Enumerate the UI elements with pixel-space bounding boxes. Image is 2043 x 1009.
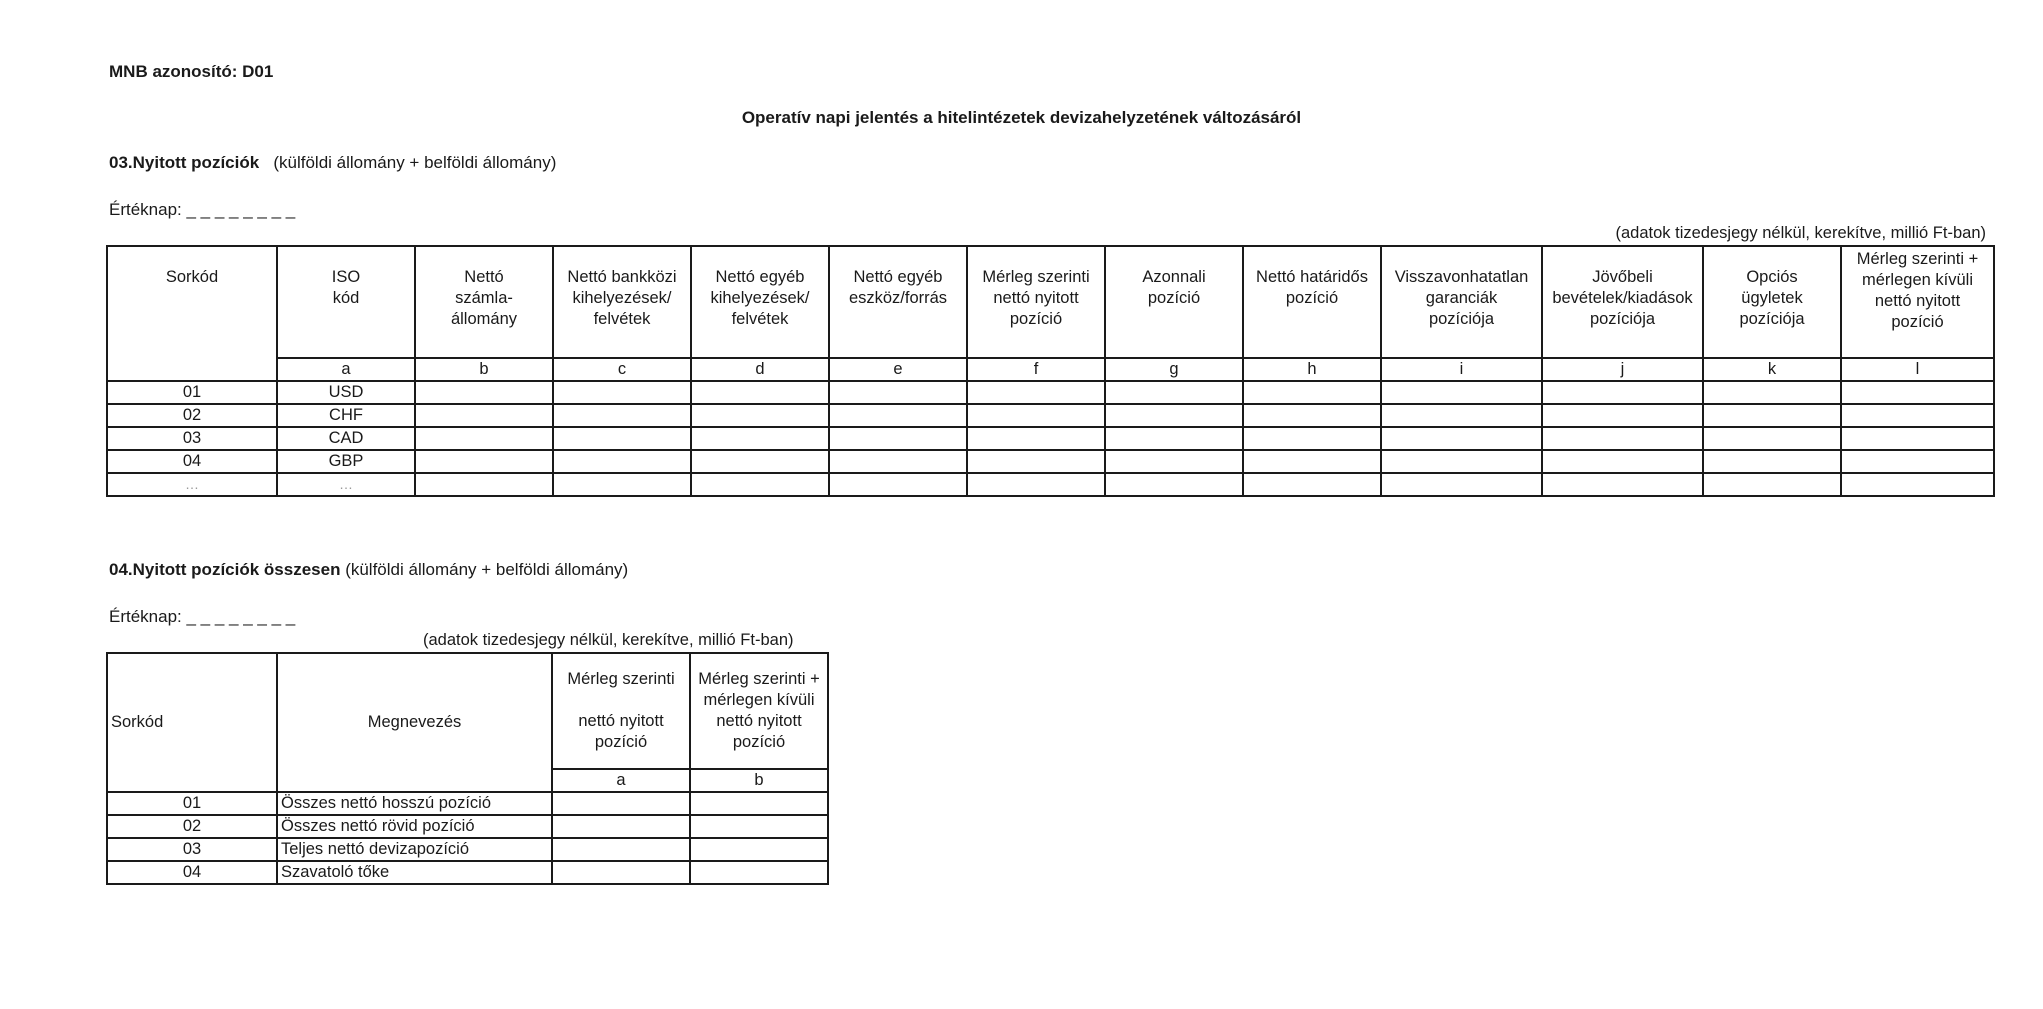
table-row xyxy=(107,450,1994,473)
col-header-line xyxy=(553,690,689,711)
cell-k[interactable] xyxy=(1703,473,1841,496)
cell-a[interactable] xyxy=(552,792,690,815)
cell-k[interactable] xyxy=(1703,381,1841,404)
open-positions-table xyxy=(106,245,1995,497)
table2-header-row xyxy=(107,653,828,769)
row-name: Összes nettó hosszú pozíció xyxy=(277,792,552,815)
table1-letter-row xyxy=(107,358,1994,381)
col-header-line: kód xyxy=(332,289,360,307)
section2-value-date-label: Értéknap: xyxy=(109,607,182,626)
cell-f[interactable] xyxy=(967,450,1105,473)
col-header-line: pozíció xyxy=(1009,310,1063,328)
col-header-line: mérlegen kívüli xyxy=(1862,271,1973,289)
col-header-d xyxy=(691,246,829,358)
row-name: Szavatoló tőke xyxy=(277,861,552,884)
cell-g[interactable] xyxy=(1105,427,1243,450)
col-header-h xyxy=(1243,246,1381,358)
col-header-line: nettó nyitott xyxy=(1874,292,1961,310)
cell-k[interactable] xyxy=(1703,427,1841,450)
cell-h[interactable] xyxy=(1243,427,1381,450)
col-letter: c xyxy=(553,358,691,381)
row-code: 02 xyxy=(107,815,277,838)
cell-d[interactable] xyxy=(691,381,829,404)
row-iso: CHF xyxy=(277,404,415,427)
row-iso: CAD xyxy=(277,427,415,450)
col-letter: f xyxy=(967,358,1105,381)
section1-title-bold: 03.Nyitott pozíciók xyxy=(109,153,260,172)
cell-l[interactable] xyxy=(1841,427,1994,450)
row-code: 03 xyxy=(107,838,277,861)
col-header-line: pozíciója xyxy=(1428,310,1495,328)
cell-g[interactable] xyxy=(1105,404,1243,427)
row-iso: GBP xyxy=(277,450,415,473)
table-row xyxy=(107,815,828,838)
cell-b[interactable] xyxy=(415,427,553,450)
cell-f[interactable] xyxy=(967,427,1105,450)
cell-d[interactable] xyxy=(691,427,829,450)
cell-i[interactable] xyxy=(1381,450,1542,473)
open-positions-total-table xyxy=(106,652,829,885)
cell-l[interactable] xyxy=(1841,450,1994,473)
cell-g[interactable] xyxy=(1105,450,1243,473)
row-iso: … xyxy=(277,473,415,496)
col-header-a xyxy=(552,653,690,769)
col-header-e xyxy=(829,246,967,358)
col-header-line: Mérleg szerinti xyxy=(567,670,675,688)
col-header-iso xyxy=(277,246,415,358)
cell-a[interactable] xyxy=(552,861,690,884)
section1-value-date-blank: _ _ _ _ _ _ _ _ xyxy=(186,200,296,219)
cell-d[interactable] xyxy=(691,404,829,427)
col-header-line: állomány xyxy=(450,310,518,328)
cell-c[interactable] xyxy=(553,404,691,427)
cell-j[interactable] xyxy=(1542,450,1703,473)
cell-i[interactable] xyxy=(1381,427,1542,450)
col-letter: b xyxy=(415,358,553,381)
cell-c[interactable] xyxy=(553,427,691,450)
col-header-line: kihelyezések/ xyxy=(710,289,810,307)
col-header-line: számla- xyxy=(455,289,513,307)
cell-e[interactable] xyxy=(829,473,967,496)
section1-value-date-label: Értéknap: xyxy=(109,200,182,219)
table-row xyxy=(107,861,828,884)
col-header-line: ügyletek xyxy=(1741,289,1803,307)
col-header-c xyxy=(553,246,691,358)
row-code: 01 xyxy=(107,381,277,404)
col-header-k xyxy=(1703,246,1841,358)
cell-i[interactable] xyxy=(1381,473,1542,496)
cell-j[interactable] xyxy=(1542,404,1703,427)
section2-unit-note: (adatok tizedesjegy nélkül, kerekítve, millió Ft-ban) xyxy=(423,631,794,649)
cell-g[interactable] xyxy=(1105,473,1243,496)
col-header-line: Mérleg szerinti + xyxy=(698,670,820,688)
cell-f[interactable] xyxy=(967,473,1105,496)
col-header-line: Mérleg szerinti xyxy=(982,268,1090,286)
cell-c[interactable] xyxy=(553,450,691,473)
row-name: Összes nettó rövid pozíció xyxy=(277,815,552,838)
row-code: … xyxy=(107,473,277,496)
col-letter: a xyxy=(277,358,415,381)
col-header-line: Jövőbeli xyxy=(1592,268,1653,286)
cell-k[interactable] xyxy=(1703,450,1841,473)
cell-g[interactable] xyxy=(1105,381,1243,404)
cell-a[interactable] xyxy=(552,838,690,861)
cell-h[interactable] xyxy=(1243,381,1381,404)
col-header-line: eszköz/forrás xyxy=(848,289,948,307)
cell-a[interactable] xyxy=(552,815,690,838)
cell-j[interactable] xyxy=(1542,381,1703,404)
cell-e[interactable] xyxy=(829,404,967,427)
section2-value-date-blank: _ _ _ _ _ _ _ _ xyxy=(186,607,296,626)
row-code: 03 xyxy=(107,427,277,450)
col-header-line: Nettó egyéb xyxy=(715,268,805,286)
cell-c[interactable] xyxy=(553,381,691,404)
cell-j[interactable] xyxy=(1542,427,1703,450)
col-header-i xyxy=(1381,246,1542,358)
cell-b[interactable] xyxy=(690,815,828,838)
col-header-line: Nettó bankközi xyxy=(567,268,677,286)
col-header-line: Visszavonhatatlan xyxy=(1394,268,1529,286)
col-header-line: Nettó xyxy=(464,268,504,286)
table-row xyxy=(107,427,1994,450)
cell-e[interactable] xyxy=(829,427,967,450)
cell-j[interactable] xyxy=(1542,473,1703,496)
col-header-line: kihelyezések/ xyxy=(572,289,672,307)
cell-f[interactable] xyxy=(967,381,1105,404)
col-header-line: pozíciója xyxy=(1589,310,1656,328)
cell-b[interactable] xyxy=(415,450,553,473)
col-header-j xyxy=(1542,246,1703,358)
col-letter: g xyxy=(1105,358,1243,381)
col-header-l xyxy=(1841,246,1994,358)
col-header-line: pozíciója xyxy=(1739,310,1805,328)
col-header-sorkod xyxy=(107,246,277,381)
report-title: Operatív napi jelentés a hitelintézetek devizahelyzetének változásáról xyxy=(741,108,1302,127)
col-header-megnevezes: Megnevezés xyxy=(277,653,552,792)
cell-b[interactable] xyxy=(690,838,828,861)
section2-title xyxy=(109,560,628,580)
col-letter: b xyxy=(690,769,828,792)
mnb-identifier: MNB azonosító: D01 xyxy=(109,62,274,81)
cell-l[interactable] xyxy=(1841,473,1994,496)
col-header-line: nettó nyitott xyxy=(993,289,1079,307)
col-header-line: Opciós xyxy=(1746,268,1798,286)
col-letter: e xyxy=(829,358,967,381)
col-header-g xyxy=(1105,246,1243,358)
row-code: 02 xyxy=(107,404,277,427)
col-header-line: Sorkód xyxy=(165,268,219,286)
section1-value-date xyxy=(109,200,295,220)
col-header-line: nettó nyitott xyxy=(578,712,664,730)
section1-title-note: (külföldi állomány + belföldi állomány) xyxy=(273,153,557,172)
col-letter: h xyxy=(1243,358,1381,381)
col-letter: d xyxy=(691,358,829,381)
col-header-line: Nettó határidős xyxy=(1256,268,1368,286)
cell-i[interactable] xyxy=(1381,404,1542,427)
col-header-line: felvétek xyxy=(731,310,789,328)
col-header-b xyxy=(415,246,553,358)
cell-b[interactable] xyxy=(690,861,828,884)
col-header-f xyxy=(967,246,1105,358)
cell-k[interactable] xyxy=(1703,404,1841,427)
col-letter: l xyxy=(1841,358,1994,381)
section2-title-bold: 04.Nyitott pozíciók összesen xyxy=(109,560,341,579)
row-code: 04 xyxy=(107,861,277,884)
col-header-line: Nettó egyéb xyxy=(853,268,943,286)
cell-h[interactable] xyxy=(1243,473,1381,496)
cell-b[interactable] xyxy=(415,404,553,427)
row-code: 01 xyxy=(107,792,277,815)
table-row xyxy=(107,473,1994,496)
table-row xyxy=(107,792,828,815)
col-header-line: mérlegen kívüli xyxy=(703,691,815,709)
col-header-line: garanciák xyxy=(1425,289,1498,307)
cell-d[interactable] xyxy=(691,473,829,496)
col-header-line: nettó nyitott xyxy=(716,712,802,730)
cell-b[interactable] xyxy=(690,792,828,815)
table-row xyxy=(107,838,828,861)
col-header-b xyxy=(690,653,828,769)
section1-title xyxy=(109,153,556,173)
cell-b[interactable] xyxy=(415,473,553,496)
section1-unit-note: (adatok tizedesjegy nélkül, kerekítve, millió Ft-ban) xyxy=(1615,224,1986,242)
table-row xyxy=(107,404,1994,427)
col-header-line: felvétek xyxy=(593,310,651,328)
col-header-line: ISO xyxy=(331,268,361,286)
row-code: 04 xyxy=(107,450,277,473)
col-header-sorkod: Sorkód xyxy=(107,653,277,792)
section2-title-note: (külföldi állomány + belföldi állomány) xyxy=(345,560,629,579)
cell-d[interactable] xyxy=(691,450,829,473)
cell-h[interactable] xyxy=(1243,404,1381,427)
col-header-line: bevételek/kiadások xyxy=(1552,289,1693,307)
col-header-line: pozíció xyxy=(1147,289,1201,307)
cell-l[interactable] xyxy=(1841,381,1994,404)
table-row xyxy=(107,381,1994,404)
cell-e[interactable] xyxy=(829,450,967,473)
col-letter: i xyxy=(1381,358,1542,381)
table1-header-row xyxy=(107,246,1994,358)
cell-f[interactable] xyxy=(967,404,1105,427)
col-header-line: pozíció xyxy=(1891,313,1944,331)
cell-e[interactable] xyxy=(829,381,967,404)
col-header-line: Azonnali xyxy=(1142,268,1206,286)
cell-i[interactable] xyxy=(1381,381,1542,404)
col-header-line: pozíció xyxy=(732,733,786,751)
cell-l[interactable] xyxy=(1841,404,1994,427)
row-iso: USD xyxy=(277,381,415,404)
col-header-line: pozíció xyxy=(1285,289,1339,307)
col-header-line: Mérleg szerinti + xyxy=(1856,250,1979,268)
col-header-line: pozíció xyxy=(594,733,648,751)
cell-h[interactable] xyxy=(1243,450,1381,473)
col-letter: k xyxy=(1703,358,1841,381)
row-name: Teljes nettó devizapozíció xyxy=(277,838,552,861)
col-letter: j xyxy=(1542,358,1703,381)
col-letter: a xyxy=(552,769,690,792)
cell-b[interactable] xyxy=(415,381,553,404)
cell-c[interactable] xyxy=(553,473,691,496)
section2-value-date xyxy=(109,607,295,627)
